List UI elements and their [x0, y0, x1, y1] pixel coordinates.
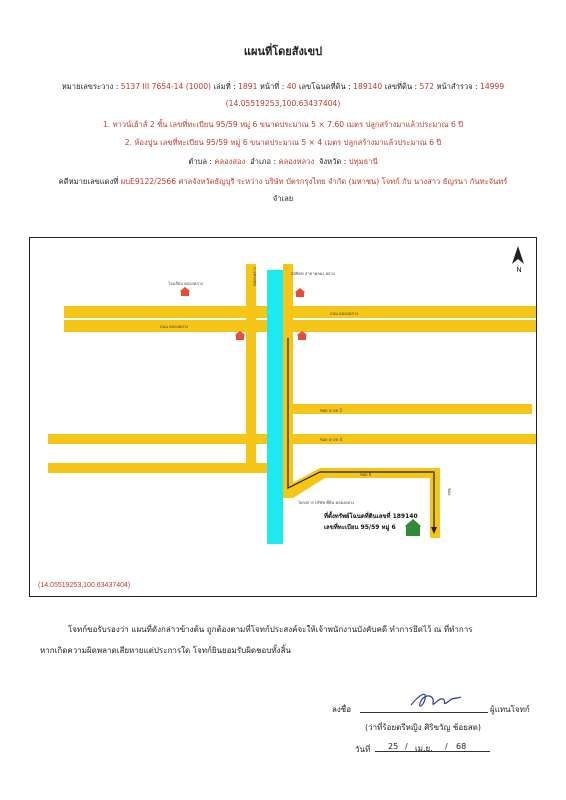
survey-page-label: หน้าสำรวจ :	[436, 82, 478, 91]
province-label: จังหวัด :	[318, 157, 347, 166]
role-label: ผู้แทนโจทก์	[490, 705, 530, 714]
statement-line-2: หากเกิดความผิดพลาดเสียหายแต่ประการใด โจทก์ยินยอมรับผิดชอบทั้งสิ้น	[40, 646, 291, 655]
house-icon	[180, 287, 190, 296]
soi-label: ซอย 6	[360, 472, 372, 477]
book-value: 1891	[238, 82, 258, 91]
subdistrict-value: คลองสอง	[214, 157, 246, 166]
map-sheet-label: หมายเลขระวาง :	[61, 82, 119, 91]
handwritten-signature	[405, 689, 465, 713]
page-value: 40	[286, 82, 297, 91]
case-line	[0, 176, 566, 188]
sign-label: ลงชื่อ	[332, 705, 352, 714]
canal	[267, 270, 283, 544]
north-label: N	[516, 267, 522, 274]
date-sep-1: /	[405, 742, 408, 751]
date-sep-2: /	[445, 742, 448, 751]
land-no-label: เลขที่ดิน :	[384, 82, 418, 91]
page-label: หน้าที่ :	[259, 82, 285, 91]
item-2: 2. ห้องปูน เลขที่ทะเบียน 95/59 หมู่ 6 ขนาดประมาณ 5 × 4 เมตร ปลูกสร้างมาแล้วประมาณ 6 ปี	[124, 138, 442, 147]
case-text: ผบE9122/2566 ศาลจังหวัดธัญบุรี ระหว่าง บริษัท บัตรกรุงไทย จำกัด (มหาชน) โจทก์ กับ นางสาว ธัญรนา กันทะจันทร์	[120, 177, 508, 186]
statement-line-1: โจทก์ขอรับรองว่า แผนที่ดังกล่าวข้างต้น ถูกต้องตามที่โจทก์ประสงค์จะให้เจ้าพนักงานบังคับคดี ทำการยึดไว้ ณ ที่ทำการ	[68, 625, 473, 634]
land-no-value: 572	[419, 82, 435, 91]
date-label: วันที่	[355, 745, 371, 754]
road-top-label: ถนน คลองหลวง	[330, 311, 358, 316]
province-value: ปทุมธานี	[348, 157, 378, 166]
defendant-label: จำเลย	[272, 194, 294, 203]
road-soi-2	[270, 404, 532, 414]
temple-left-label: โรงเรียน คลองหลวง	[168, 281, 203, 286]
map-sheet-value: 5137 III 7654-14 (1000)	[120, 82, 212, 91]
north-arrow-icon	[512, 246, 524, 264]
page-title: แผนที่โดยสังเขป	[243, 45, 323, 58]
location-map	[29, 237, 537, 597]
header-coords: (14.05519253,100.63437404)	[225, 99, 341, 108]
road-lower-left	[48, 463, 274, 473]
side-road-label: ซอย	[447, 488, 452, 496]
case-prefix: คดีหมายเลขแดงที่	[58, 177, 119, 186]
district-value: คลองหลวง	[278, 157, 315, 166]
target-label-1: ที่ตั้งทรัพย์โฉนดที่ดินเลขที่ 189140	[324, 513, 418, 520]
soi2-label: ซอย บางข 2	[320, 408, 343, 413]
header-line	[0, 81, 566, 93]
subdistrict-label: ตำบล :	[188, 157, 212, 166]
house-icon	[297, 331, 307, 340]
office-label: โครงการ บริษัท ที่ดิน คลองหลวง	[298, 500, 355, 505]
deed-value: 189140	[353, 82, 383, 91]
date-year: 68	[456, 742, 467, 751]
target-house-icon	[405, 519, 421, 536]
target-label-2: เลขที่ทะเบียน 95/59 หมู่ 6	[324, 524, 396, 531]
house-icon	[235, 331, 245, 340]
item-1: 1. ทาวน์เฮ้าส์ 2 ชั้น เลขที่ทะเบียน 95/59 หมู่ 6 ขนาดประมาณ 5 × 7.60 เมตร ปลูกสร้างมาแล้วประมาณ 6 ปี	[102, 120, 464, 129]
location-line	[0, 156, 566, 168]
date-month: เม.ย.	[415, 744, 433, 753]
road-vertical-left	[246, 264, 256, 464]
temple-right-label: มัสยิดท สาขาคลอง หลวง	[291, 271, 335, 276]
survey-page-value: 14999	[480, 82, 505, 91]
road-left-label: ถนน คลองหลวง	[160, 324, 188, 329]
house-icon	[295, 288, 305, 297]
soi4-label: ซอย บางข 4	[320, 437, 343, 442]
deed-label: เลขโฉนดที่ดิน :	[298, 82, 351, 91]
map-coords: (14.05519253,100.63437404)	[38, 582, 131, 589]
district-label: อำเภอ :	[250, 157, 277, 166]
book-label: เล่มที่ :	[213, 82, 236, 91]
date-day: 25	[388, 742, 399, 751]
canal-label: คลองหลวง	[252, 267, 257, 286]
road-main-top	[64, 306, 537, 318]
map-svg	[30, 238, 537, 597]
signer-name: (ว่าที่ร้อยตรีหญิง ศิริขวัญ ช้อยสด)	[365, 723, 482, 732]
road-main-bottom	[64, 320, 537, 332]
